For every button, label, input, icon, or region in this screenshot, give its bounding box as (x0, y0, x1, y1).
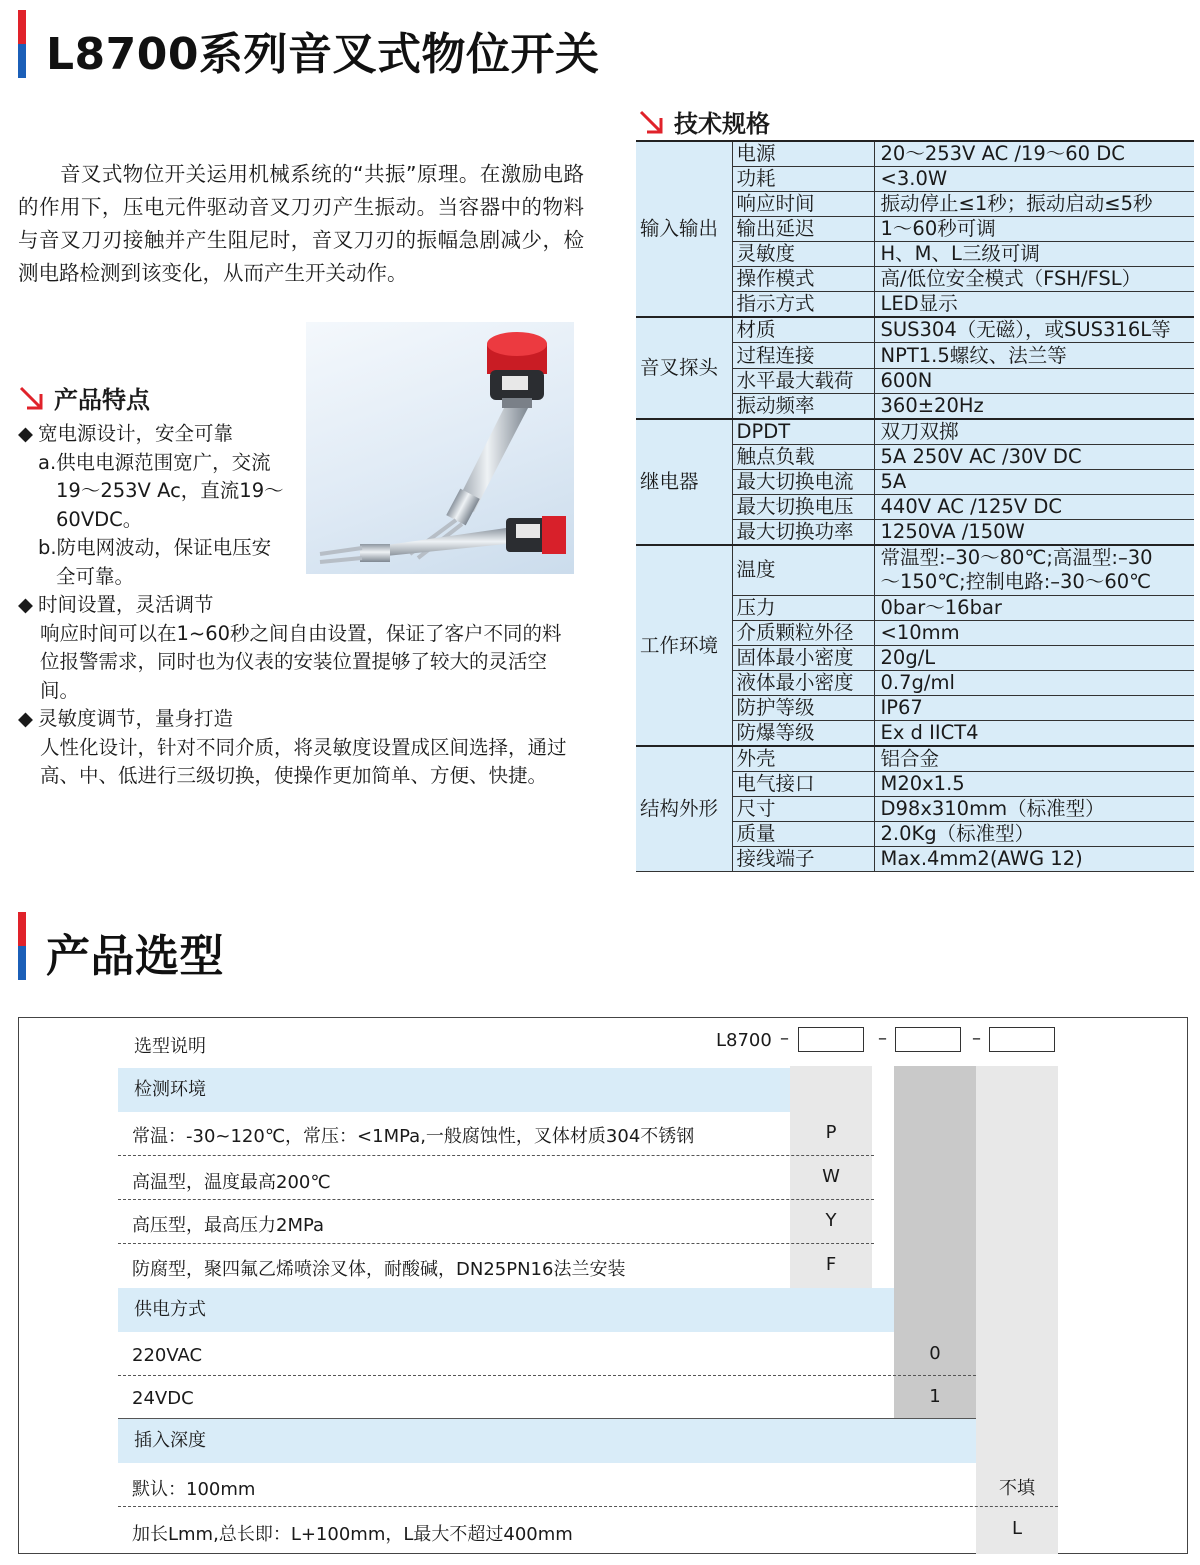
row-divider (118, 1375, 976, 1376)
spec-group: 音叉探头 (636, 317, 732, 418)
spec-value: D98x310mm（标准型） (874, 797, 1194, 822)
spec-group: 工作环境 (636, 545, 732, 746)
spec-key: 灵敏度 (732, 242, 874, 267)
depth-band: 插入深度 (118, 1419, 976, 1463)
spec-value: NPT1.5螺纹、法兰等 (874, 343, 1194, 368)
spec-row (636, 746, 1194, 772)
spec-key: 防爆等级 (732, 721, 874, 747)
spec-key: 最大切换电流 (732, 469, 874, 494)
spec-key: 最大切换电压 (732, 494, 874, 519)
spec-key: 触点负载 (732, 444, 874, 469)
depth-option: 默认：100mm (132, 1479, 256, 1500)
spec-row (636, 419, 1194, 445)
feature-line: b.防电网波动，保证电压安 (38, 536, 272, 559)
feature-line: 60VDC。 (56, 507, 143, 531)
features-heading (18, 380, 150, 415)
depth-code: 不填 (999, 1478, 1035, 1499)
spec-key: 压力 (732, 595, 874, 620)
code-slot-1[interactable] (798, 1027, 864, 1052)
title-accent-bar (18, 10, 26, 78)
spec-group: 继电器 (636, 419, 732, 545)
depth-option: 加长Lmm,总长即：L+100mm，L最大不超过400mm (132, 1524, 573, 1545)
env-option: 高压型，最高压力2MPa (132, 1215, 325, 1236)
spec-key: 水平最大载荷 (732, 368, 874, 393)
spec-value: 1～60秒可调 (874, 217, 1194, 242)
power-code: 1 (929, 1386, 941, 1407)
spec-value: 铝合金 (874, 746, 1194, 772)
spec-value: 440V AC /125V DC (874, 494, 1194, 519)
feature-line: 全可靠。 (56, 564, 135, 588)
separator-dash: – (780, 1028, 789, 1049)
row-divider (118, 1506, 1058, 1507)
selection-label: 选型说明 (134, 1036, 206, 1057)
spec-key: 液体最小密度 (732, 670, 874, 695)
spec-value: IP67 (874, 696, 1194, 721)
separator-dash: – (972, 1028, 981, 1049)
spec-key: DPDT (732, 419, 874, 445)
spec-value: 20～253V AC /19～60 DC (874, 141, 1194, 167)
down-right-arrow-icon (18, 385, 44, 411)
feature-body: 响应时间可以在1~60秒之间自由设置，保证了客户不同的料位报警需求，同时也为仪表的安装位置提够了较大的灵活空间。 (40, 621, 562, 702)
diamond-bullet-icon: ◆ (18, 593, 33, 616)
spec-value-continued: ～150℃;控制电路:–30～60℃ (874, 570, 1194, 595)
model-code: L8700 (716, 1030, 772, 1051)
spec-key: 电气接口 (732, 772, 874, 797)
spec-value: 常温型:–30～80℃;高温型:–30 (874, 545, 1194, 570)
spec-value: 5A (874, 469, 1194, 494)
spec-key: 操作模式 (732, 267, 874, 292)
spec-value: Ex d IICT4 (874, 721, 1194, 747)
spec-row (636, 545, 1194, 570)
power-option: 220VAC (132, 1345, 203, 1366)
spec-key: 尺寸 (732, 797, 874, 822)
spec-value: <10mm (874, 620, 1194, 645)
spec-value: SUS304（无磁），或SUS316L等 (874, 317, 1194, 343)
spec-key: 振动频率 (732, 393, 874, 419)
env-option: 高温型，温度最高200℃ (132, 1172, 331, 1193)
spec-key: 材质 (732, 317, 874, 343)
spec-value: Max.4mm2(AWG 12) (874, 847, 1194, 872)
power-code: 0 (929, 1343, 941, 1364)
spec-value: 600N (874, 368, 1194, 393)
spec-row (636, 317, 1194, 343)
spec-value: 1250VA /150W (874, 519, 1194, 545)
feature-line: 19～253V Ac，直流19～ (56, 479, 284, 502)
intro-paragraph: 音叉式物位开关运用机械系统的“共振”原理。在激励电路的作用下，压电元件驱动音叉刀刃产生振动。当容器中的物料与音叉刀刃接触并产生阻尼时，音叉刀刃的振幅急剧减少，检测电路检测到该变化，从而产生开关动作。 (18, 162, 584, 285)
spec-key: 接线端子 (732, 847, 874, 872)
separator-dash: – (878, 1028, 887, 1049)
power-band: 供电方式 (118, 1288, 894, 1332)
title-accent-bar (18, 912, 26, 980)
spec-value: 高/低位安全模式（FSH/FSL） (874, 267, 1194, 292)
spec-key: 过程连接 (732, 343, 874, 368)
env-code: Y (825, 1210, 837, 1231)
selection-title: 产品选型 (46, 931, 224, 982)
code-column-2 (894, 1066, 976, 1418)
spec-group: 结构外形 (636, 746, 732, 872)
power-option: 24VDC (132, 1388, 194, 1409)
env-code: F (825, 1254, 837, 1275)
row-divider (118, 1243, 874, 1244)
feature-body: 人性化设计，针对不同介质，将灵敏度设置成区间选择，通过高、中、低进行三级切换，使操作更加简单、方便、快捷。 (40, 735, 567, 787)
feature-line: a.供电电源范围宽广，交流 (38, 450, 271, 474)
depth-code: L (1011, 1518, 1023, 1539)
code-slot-2[interactable] (895, 1027, 961, 1052)
code-slot-3[interactable] (989, 1027, 1055, 1052)
diamond-bullet-icon: ◆ (18, 707, 33, 730)
spec-key: 介质颗粒外径 (732, 620, 874, 645)
spec-value: 0.7g/ml (874, 670, 1194, 695)
feature-title: 灵敏度调节，量身打造 (38, 707, 234, 730)
spec-key: 固体最小密度 (732, 645, 874, 670)
diamond-bullet-icon: ◆ (18, 422, 33, 445)
spec-key: 防护等级 (732, 696, 874, 721)
feature-title: 时间设置，灵活调节 (38, 593, 214, 616)
spec-value: 双刀双掷 (874, 419, 1194, 445)
env-option: 防腐型，聚四氟乙烯喷涂叉体，耐酸碱，DN25PN16法兰安装 (132, 1259, 626, 1280)
row-divider (118, 1155, 874, 1156)
features-heading-text: 产品特点 (54, 386, 150, 414)
env-code: W (822, 1166, 840, 1187)
spec-key: 质量 (732, 822, 874, 847)
env-band: 检测环境 (118, 1068, 790, 1112)
spec-value: 2.0Kg（标准型） (874, 822, 1194, 847)
spec-key: 电源 (732, 141, 874, 167)
spec-value: 20g/L (874, 645, 1194, 670)
down-right-arrow-icon (638, 109, 664, 135)
spec-value: 5A 250V AC /30V DC (874, 444, 1194, 469)
spec-row (636, 141, 1194, 167)
spec-value: M20x1.5 (874, 772, 1194, 797)
env-option: 常温：-30~120℃，常压：<1MPa,一般腐蚀性，叉体材质304不锈钢 (132, 1126, 695, 1147)
spec-key: 输出延迟 (732, 217, 874, 242)
spec-key: 响应时间 (732, 192, 874, 217)
row-divider (118, 1199, 874, 1200)
spec-value: <3.0W (874, 167, 1194, 192)
spec-key: 最大切换功率 (732, 519, 874, 545)
spec-value: 360±20Hz (874, 393, 1194, 419)
spec-heading (638, 104, 770, 139)
page-title: L8700系列音叉式物位开关 (46, 29, 600, 80)
feature-title: 宽电源设计，安全可靠 (38, 422, 234, 445)
spec-key: 外壳 (732, 746, 874, 772)
spec-table (636, 140, 1194, 872)
spec-group: 输入输出 (636, 141, 732, 317)
spec-value: H、M、L三级可调 (874, 242, 1194, 267)
spec-key: 温度 (732, 545, 874, 595)
spec-heading-text: 技术规格 (674, 110, 770, 138)
spec-value: 0bar～16bar (874, 595, 1194, 620)
spec-value: LED显示 (874, 292, 1194, 318)
features-list (18, 420, 598, 791)
spec-key: 指示方式 (732, 292, 874, 318)
spec-key: 功耗 (732, 167, 874, 192)
spec-value: 振动停止≤1秒；振动启动≤5秒 (874, 192, 1194, 217)
env-code: P (825, 1122, 837, 1143)
